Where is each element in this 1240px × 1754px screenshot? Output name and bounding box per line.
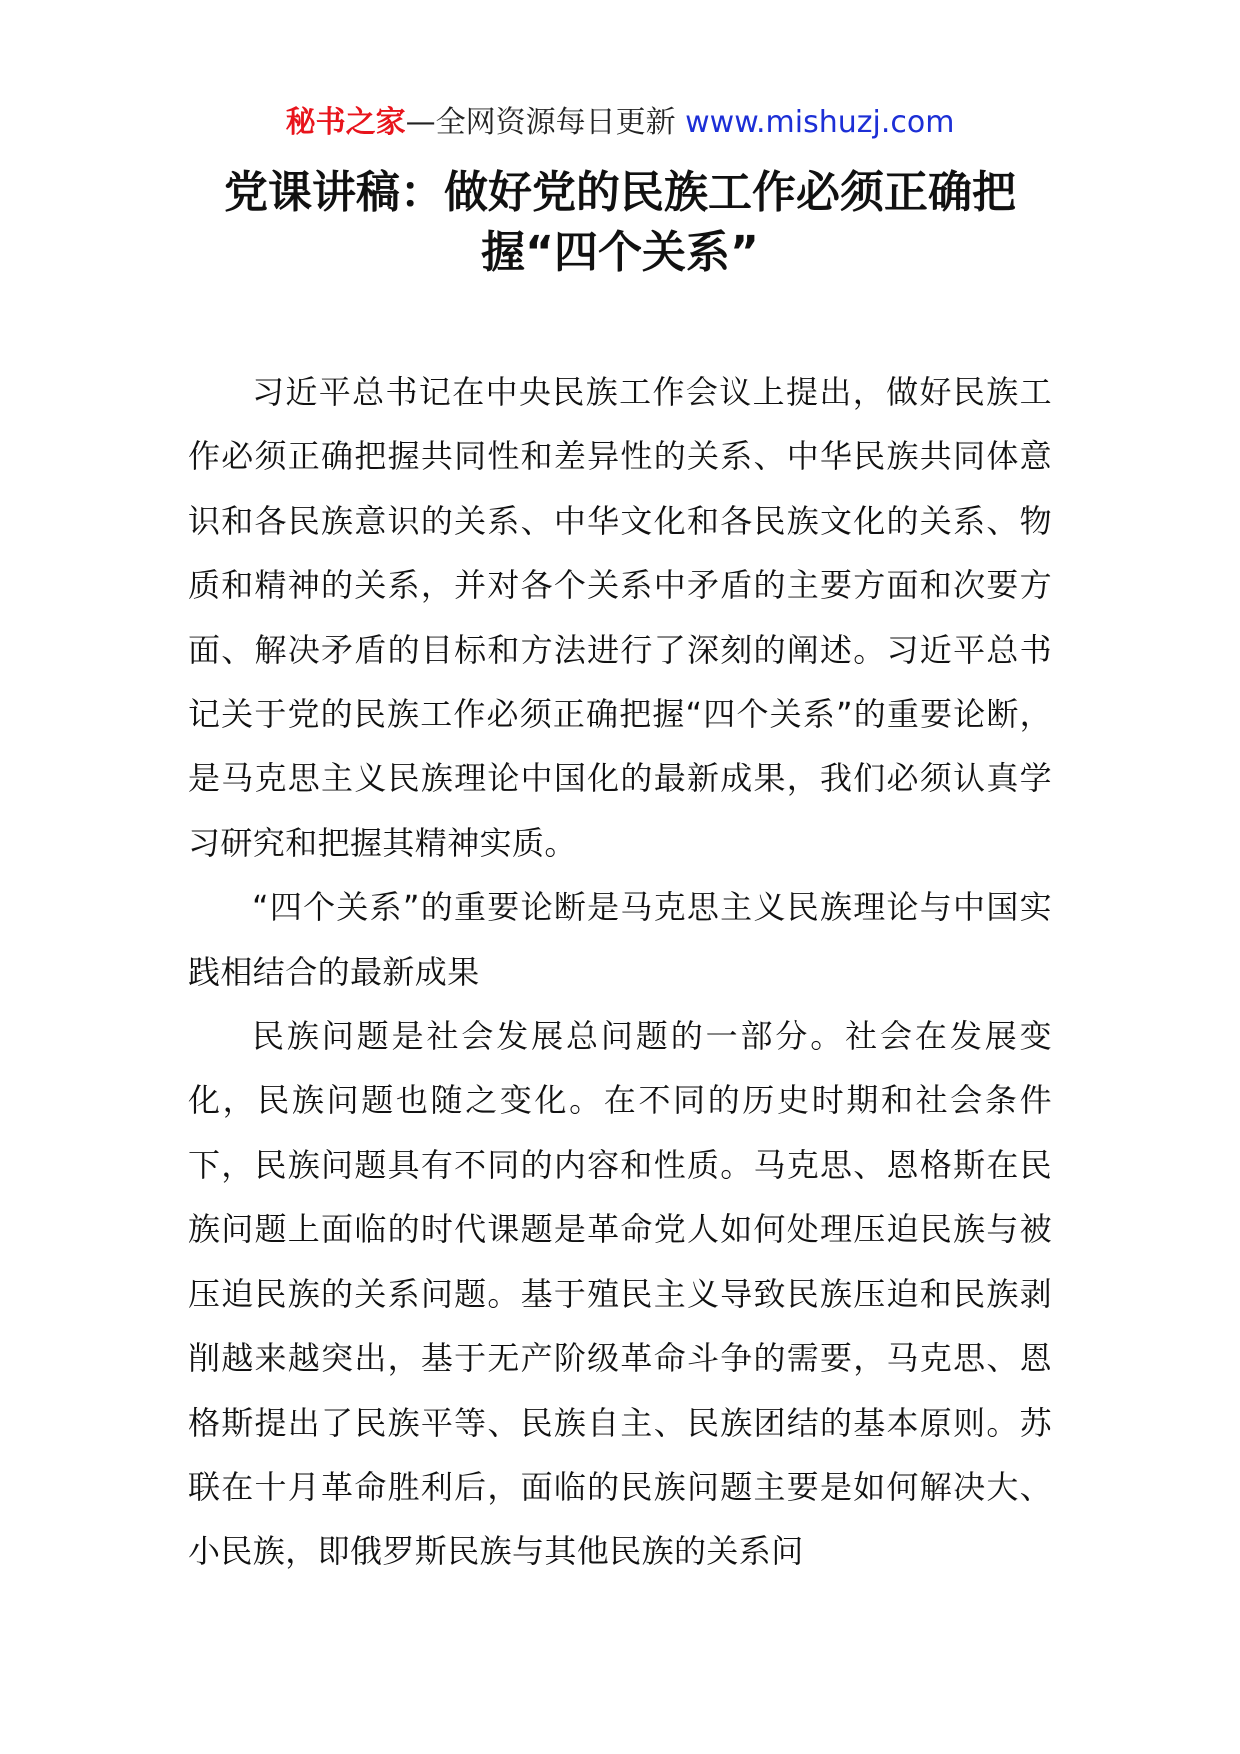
site-url-link[interactable]: www.mishuzj.com: [685, 105, 955, 140]
paragraph-body: 民族问题是社会发展总问题的一部分。社会在发展变化，民族问题也随之变化。在不同的历史时期和社会条件下，民族问题具有不同的内容和性质。马克思、恩格斯在民族问题上面临的时代课题是革命党人如何处理压迫民族与被压迫民族的关系问题。基于殖民主义导致民族压迫和民族剥削越来越突出，基于无产阶级革命斗争的需要，马克思、恩格斯提出了民族平等、民族自主、民族团结的基本原则。苏联在十月革命胜利后，面临的民族问题主要是如何解决大、小民族，即俄罗斯民族与其他民族的关系问: [188, 1017, 1052, 1571]
header-dash: —: [405, 105, 436, 140]
brand-name: 秘书之家: [285, 105, 406, 140]
header-tagline: 全网资源每日更新: [435, 105, 676, 140]
section-heading: “四个关系”的重要论断是马克思主义民族理论与中国实践相结合的最新成果: [188, 888, 1052, 991]
paragraph-intro: 习近平总书记在中央民族工作会议上提出，做好民族工作必须正确把握共同性和差异性的关系、中华民族共同体意识和各民族意识的关系、中华文化和各民族文化的关系、物质和精神的关系，并对各个关系中矛盾的主要方面和次要方面、解决矛盾的目标和方法进行了深刻的阐述。习近平总书记关于党的民族工作必须正确把握“四个关系”的重要论断，是马克思主义民族理论中国化的最新成果，我们必须认真学习研究和把握其精神实质。: [188, 373, 1052, 862]
document-title: 党课讲稿：做好党的民族工作必须正确把握“四个关系”: [224, 167, 1016, 278]
site-header: [0, 100, 1240, 146]
document-body: [188, 360, 1052, 1584]
